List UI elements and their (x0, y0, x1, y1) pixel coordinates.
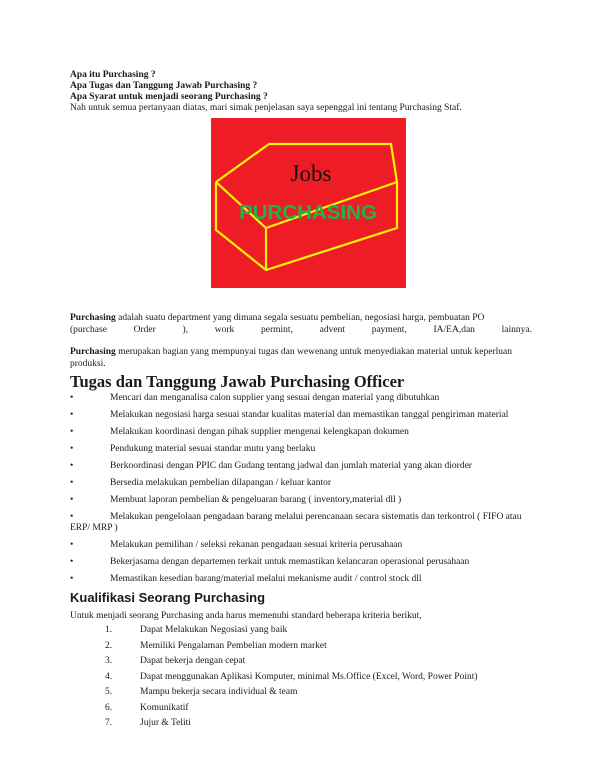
qualification-text: Dapat menggunakan Aplikasi Komputer, minimal Ms.Office (Excel, Word, Power Point) (140, 671, 478, 682)
question-3: Apa Syarat untuk menjadi seorang Purchasing ? (70, 92, 268, 102)
bullet-icon: • (70, 478, 74, 488)
duty-text: Melakukan pengelolaan pengadaan barang melalui perencanaan secara sistematis dan terkontrol ( FIFO atau ERP/ MRP ) (70, 512, 522, 533)
duty-item (70, 557, 532, 568)
qualification-text: Komunikatif (140, 702, 189, 713)
duty-item (70, 444, 532, 455)
qualification-item (70, 687, 532, 698)
duty-item (70, 512, 532, 534)
qualifications-list (70, 625, 532, 729)
paragraph-role (70, 346, 532, 370)
qualification-text: Jujur & Teliti (140, 718, 191, 728)
document-page (70, 70, 532, 114)
duty-text: Pendukung material sesuai standar mutu yang berlaku (110, 444, 316, 454)
qualification-number: 2. (105, 640, 113, 651)
qualifications-intro: Untuk menjadi seorang Purchasing anda harus memenuhi standard beberapa kriteria berikut, (70, 611, 422, 621)
jobs-purchasing-banner (211, 118, 406, 288)
qualification-item (70, 703, 532, 714)
duty-text: Bersedia melakukan pembelian dilapangan / keluar kantor (110, 478, 332, 488)
duty-text: Bekerjasama dengan departemen terkait untuk memastikan kelancaran operasional perusahaan (110, 557, 470, 567)
duty-text: Melakukan negosiasi harga sesuai standar kualitas material dan memastikan tanggal pengiriman material (110, 410, 509, 420)
qualification-number: 4. (105, 671, 113, 682)
paragraph-role-lead: Purchasing (70, 347, 116, 357)
duty-item (70, 495, 532, 506)
duties-list (70, 393, 532, 585)
duty-item (70, 461, 532, 472)
duty-text: Membuat laporan pembelian & pengeluaran barang ( inventory,material dll ) (110, 495, 402, 505)
qualification-item (70, 656, 532, 667)
bullet-icon: • (70, 495, 74, 505)
duty-text: Melakukan pemilihan / seleksi rekanan pengadaan sesuai kriteria perusahaan (110, 540, 403, 550)
qualification-number: 6. (105, 702, 113, 713)
qualification-item (70, 641, 532, 652)
bullet-icon: • (70, 427, 74, 437)
paragraph-definition-line1: adalah suatu department yang dimana segala sesuatu pembelian, negosiasi harga, pembuatan PO (115, 313, 485, 323)
banner-word-purchasing: PURCHASING (239, 201, 377, 224)
qualification-number: 7. (105, 718, 113, 728)
bullet-icon: • (70, 512, 74, 522)
duty-text: Mencari dan menganalisa calon supplier yang sesuai dengan material yang dibutuhkan (110, 393, 440, 403)
banner-word-jobs: Jobs (290, 161, 332, 186)
qualification-item (70, 625, 532, 636)
question-1: Apa itu Purchasing ? (70, 70, 156, 80)
qualification-item (70, 718, 532, 729)
qualification-text: Dapat bekerja dengan cepat (140, 656, 246, 666)
bullet-icon: • (70, 540, 74, 550)
duty-item (70, 540, 532, 551)
qualification-text: Mampu bekerja secara individual & team (140, 687, 298, 697)
bullet-icon: • (70, 557, 74, 567)
bullet-icon: • (70, 393, 74, 403)
question-2: Apa Tugas dan Tanggung Jawab Purchasing ? (70, 81, 258, 91)
paragraph-definition (70, 312, 532, 324)
duty-text: Melakukan koordinasi dengan pihak supplier mengenai kelengkapan dokumen (110, 427, 409, 437)
section-qualifications-title: Kualifikasi Seorang Purchasing (70, 590, 266, 605)
duty-item (70, 574, 532, 585)
duty-item (70, 427, 532, 438)
duty-text: Berkoordinasi dengan PPIC dan Gudang tentang jadwal dan jumlah material yang akan diorder (110, 461, 472, 471)
duty-item (70, 393, 532, 404)
section-duties-title: Tugas dan Tanggung Jawab Purchasing Officer (70, 372, 405, 391)
qualification-item (70, 672, 532, 683)
paragraph-definition-line2: (purchase Order ), work permint, advent payment, IA/EA,dan lainnya. (70, 325, 532, 335)
paragraph-role-text: merupakan bagian yang mempunyai tugas dan wewenang untuk menyediakan material untuk keperluan produksi. (70, 347, 512, 369)
qualification-number: 5. (105, 687, 113, 697)
body-content (70, 312, 532, 734)
bullet-icon: • (70, 444, 74, 454)
bullet-icon: • (70, 410, 74, 420)
intro-text: Nah untuk semua pertanyaan diatas, mari simak penjelasan saya sepenggal ini tentang Purchasing Staf. (70, 103, 462, 113)
duty-item (70, 410, 532, 421)
qualification-text: Dapat Melakukan Negosiasi yang baik (140, 625, 288, 635)
qualification-number: 3. (105, 656, 113, 666)
duty-item (70, 478, 532, 489)
qualification-number: 1. (105, 625, 113, 635)
bullet-icon: • (70, 574, 74, 584)
paragraph-definition-lead: Purchasing (70, 313, 116, 323)
duty-text: Memastikan kesedian barang/material melalui mekanisme audit / control stock dll (110, 574, 422, 584)
bullet-icon: • (70, 461, 74, 471)
qualification-text: Memiliki Pengalaman Pembelian modern market (140, 640, 327, 651)
